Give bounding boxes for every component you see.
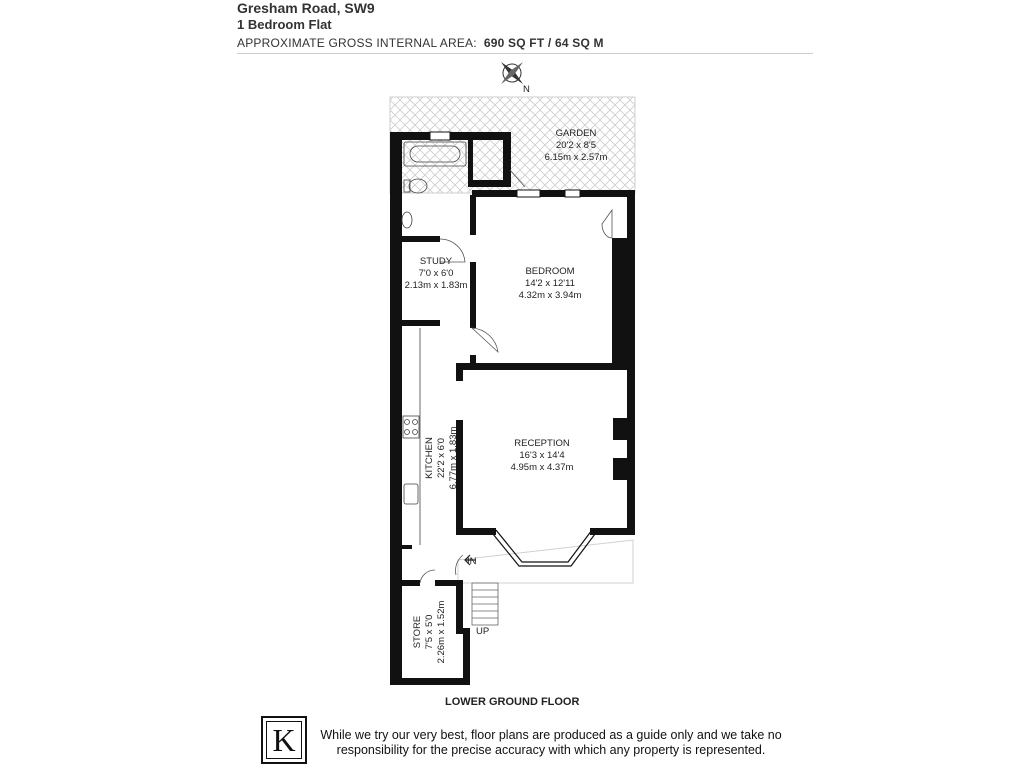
entrance-label: IN — [467, 556, 477, 567]
stairs — [472, 583, 498, 625]
stairs-label: UP — [476, 626, 490, 637]
area-label: APPROXIMATE GROSS INTERNAL AREA: — [237, 36, 477, 50]
garden-name: GARDEN — [555, 128, 597, 139]
doors — [420, 170, 612, 583]
store-name: STORE — [412, 615, 423, 649]
study-name: STUDY — [419, 256, 453, 267]
kitchen-label — [424, 427, 459, 490]
kitchen-metric: 6.77m x 1.83m — [448, 426, 459, 490]
bedroom-label — [519, 266, 582, 301]
bedroom-name: BEDROOM — [525, 266, 575, 277]
reception-name: RECEPTION — [514, 438, 570, 449]
study-metric: 2.13m x 1.83m — [404, 280, 468, 291]
kitchen-name: KITCHEN — [424, 437, 435, 479]
store-label — [412, 601, 447, 664]
compass-north-label: N — [523, 84, 530, 95]
bedroom-metric: 4.32m x 3.94m — [518, 290, 582, 301]
disclaimer-text: While we try our very best, floor plans are produced as a guide only and we take no responsibility for the precise accuracy with which any property is represented. — [320, 728, 782, 757]
logo-letter: K — [266, 721, 302, 759]
store-imperial: 7'5 x 5'0 — [424, 614, 435, 650]
floor-level-label: LOWER GROUND FLOOR — [445, 696, 580, 708]
property-title: Gresham Road, SW9 — [237, 0, 375, 16]
reception-imperial: 16'3 x 14'4 — [519, 450, 565, 461]
kitchen-fixtures — [403, 328, 420, 545]
reception-metric: 4.95m x 4.37m — [510, 462, 574, 473]
garden-metric: 6.15m x 2.57m — [544, 152, 608, 163]
garden-area — [390, 97, 635, 193]
agency-logo — [261, 716, 307, 764]
kitchen-imperial: 22'2 x 6'0 — [436, 437, 447, 479]
compass-rose-icon — [501, 62, 523, 84]
area-value: 690 SQ FT / 64 SQ M — [483, 36, 604, 50]
reception-label — [511, 438, 574, 473]
study-label — [405, 256, 468, 291]
bedroom-imperial: 14'2 x 12'11 — [525, 278, 575, 289]
property-subtitle: 1 Bedroom Flat — [237, 17, 332, 32]
study-imperial: 7'0 x 6'0 — [418, 268, 454, 279]
store-metric: 2.26m x 1.52m — [436, 600, 447, 664]
walls — [390, 132, 635, 685]
garden-imperial: 20'2 x 8'5 — [555, 140, 597, 151]
